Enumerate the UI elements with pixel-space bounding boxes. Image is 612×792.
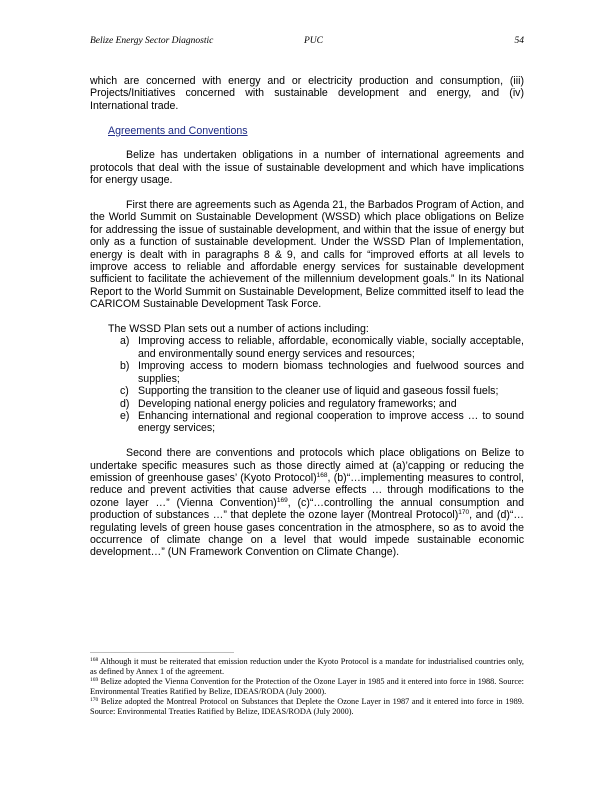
- list-item: [90, 335, 524, 360]
- page-header: [90, 36, 524, 50]
- footnote-number: 168: [90, 657, 99, 663]
- body-text: [90, 75, 524, 571]
- list-item: [90, 410, 524, 435]
- actions-list: [90, 335, 524, 434]
- footnote-ref-168[interactable]: 168: [316, 471, 328, 479]
- footnote-number: 170: [90, 697, 99, 704]
- list-item-text: Developing national energy policies and regulatory frameworks; and: [138, 397, 457, 410]
- continuation-paragraph: which are concerned with energy and or electricity production and consumption, (iii) Projects/Initiatives concerned with sustainable development and energy, and (iv) International trade.: [90, 75, 524, 112]
- page-number: 54: [514, 36, 524, 46]
- list-marker: d): [120, 397, 130, 410]
- list-item-text: Supporting the transition to the cleaner use of liquid and gaseous fossil fuels;: [138, 385, 499, 398]
- list-item: [90, 385, 524, 397]
- paragraph-conventions: Second there are conventions and protocols which place obligations on Belize to undertake specific measures such as those directly aimed at (a)’capping or reducing the emission of greenhouse gases’ (Kyoto Protocol)$^{168}$, (b)“…implementing measures to control, reduce and prevent activities that cause adverse effects … through modifications to the ozone layer …” (Vienna Convention)$^{169}$, (c)“…controlling the annual consumption and production of substances …” that deplete the ozone layer (Montreal Protocol)$^{170}$, and (d)“…regulating levels of green house gases concentration in the atmosphere, so as to avoid the occurrence of climate change on a level that would impede sustainable economic development…” (UN Framework Convention on Climate Change).: [90, 447, 524, 559]
- footnote-ref-169[interactable]: 169: [276, 496, 288, 504]
- footnotes: [90, 657, 524, 718]
- paragraph-obligations: Belize has undertaken obligations in a number of international agreements and protocols that deal with the issue of sustainable development and which have implications for energy usage.: [90, 149, 524, 187]
- list-item-text: Improving access to reliable, affordable, economically viable, socially acceptable, and environmentally sound energy services and resources;: [138, 335, 524, 360]
- footnote-170: $^{170}$ Belize adopted the Montreal Protocol on Substances that Deplete the Ozone Layer in 1987 and it entered into force in 1989. Source: Environmental Treaties Ratified by Belize, IDEAS/RODA (July 2000).: [90, 697, 524, 717]
- footnote-number: 169: [90, 677, 99, 684]
- list-marker: e): [120, 409, 130, 422]
- footnote-divider: [90, 652, 234, 653]
- list-marker: b): [120, 360, 130, 373]
- list-item-text: Enhancing international and regional cooperation to improve access … to sound energy services;: [138, 409, 524, 435]
- list-item: [90, 360, 524, 385]
- list-item: [90, 398, 524, 410]
- footnote-169: $^{169}$ Belize adopted the Vienna Convention for the Protection of the Ozone Layer in 1985 and it entered into force in 1988. Source: Environmental Treaties Ratified by Belize, IDEAS/RODA (July 2000).: [90, 677, 524, 697]
- section-heading: Agreements and Conventions: [108, 124, 248, 137]
- list-marker: a): [120, 335, 130, 348]
- paragraph-agreements: First there are agreements such as Agenda 21, the Barbados Program of Action, and the World Summit on Sustainable Development (WSSD) which place obligations on Belize for addressing the issue of sustainable development, and within that the issue of energy but only as a function of sustainable development. Under the WSSD Plan of Implementation, energy is dealt with in paragraphs 8 & 9, and calls for “improved efforts at all levels to improve access to reliable and affordable energy services for sustainable development sufficient to facilitate the achievement of the millennium development goals.” In its National Report to the World Summit on Sustainable Development, Belize committed itself to lead the CARICOM Sustainable Development Task Force.: [90, 199, 524, 311]
- list-intro: The WSSD Plan sets out a number of actions including:: [108, 323, 369, 336]
- header-title: Belize Energy Sector Diagnostic: [90, 36, 214, 46]
- list-marker: c): [120, 385, 129, 398]
- footnote-ref-170[interactable]: 170: [458, 509, 470, 517]
- list-item-text: Improving access to modern biomass technologies and fuelwood sources and supplies;: [138, 360, 524, 385]
- header-center: PUC: [304, 36, 323, 46]
- footnote-168: $^{168}$ Although it must be reiterated that emission reduction under the Kyoto Protocol is a mandate for industrialised countries only, as defined by Annex 1 of the agreement.: [90, 657, 524, 677]
